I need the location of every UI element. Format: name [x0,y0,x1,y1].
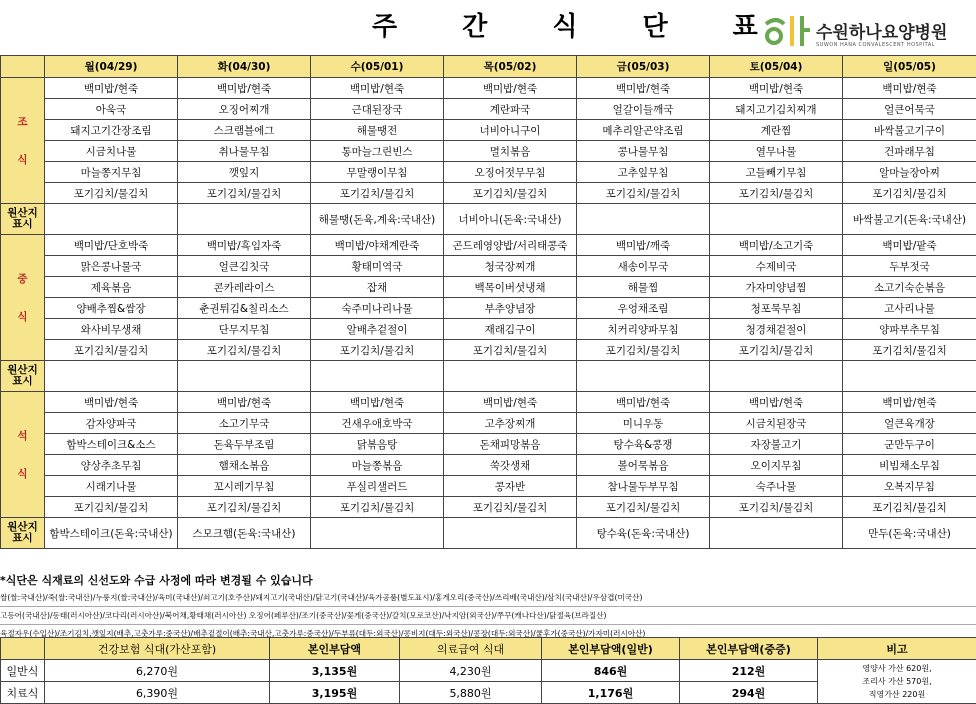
menu-cell: 숙주미나리나물 [311,298,444,319]
origin-cell [577,361,710,392]
day-header: 일(05/05) [843,56,976,78]
cost-header: 본인부담액 [270,638,400,660]
menu-cell: 우엉채조림 [577,298,710,319]
origin-cell [710,518,843,549]
cost-header: 비고 [818,638,976,660]
menu-cell: 시래기나물 [45,476,178,497]
menu-row [1,78,976,99]
menu-cell: 닭볶음탕 [311,434,444,455]
menu-cell: 백미밥/소고기죽 [710,235,843,256]
header [0,0,976,52]
menu-cell: 소고기무국 [178,413,311,434]
menu-cell: 돈채피망볶음 [444,434,577,455]
origin-note-line: 쌀(쌀:국내산)/죽(쌀:국내산)/누룽지(쌀:국내산)/육미(국내산)/쇠고기(호주산)/돼지고기(국내산)/닭고기(국내산)/육가공품(별도표시)/홍게오리(중국산)/쓰리베(국내산)/삼치(국내산)/우삼겹(미국산) [0,589,976,607]
origin-cell: 너비아니(돈육:국내산) [444,204,577,235]
menu-cell: 자장불고기 [710,434,843,455]
menu-cell: 부추양념장 [444,298,577,319]
origin-cell [45,204,178,235]
weekly-menu-table [0,55,976,549]
menu-cell: 맑은콩나물국 [45,256,178,277]
menu-row [1,256,976,277]
menu-cell: 백목이버섯냉채 [444,277,577,298]
hospital-logo-mark-icon [762,12,812,48]
menu-row [1,340,976,361]
menu-row [1,99,976,120]
menu-cell: 단무지무침 [178,319,311,340]
menu-cell: 바싹불고기구이 [843,120,976,141]
menu-cell: 포기김치/물김치 [45,497,178,518]
menu-cell: 백미밥/현죽 [45,78,178,99]
menu-row [1,497,976,518]
origin-label: 원산지 표시 [1,518,45,549]
menu-cell: 계란찜 [710,120,843,141]
menu-cell: 포기김치/물김치 [710,340,843,361]
menu-cell: 콩자반 [444,476,577,497]
menu-cell: 쑥갓생채 [444,455,577,476]
menu-cell: 아욱국 [45,99,178,120]
menu-cell: 백미밥/흑임자죽 [178,235,311,256]
menu-cell: 포기김치/물김치 [577,497,710,518]
menu-cell: 햄채소볶음 [178,455,311,476]
origin-cell [444,518,577,549]
menu-cell: 너비아니구이 [444,120,577,141]
menu-cell: 고사리나물 [843,298,976,319]
menu-cell: 함박스테이크&소스 [45,434,178,455]
origin-row [1,518,976,549]
menu-cell: 포기김치/물김치 [843,183,976,204]
menu-cell: 오징어젓무무침 [444,162,577,183]
menu-cell: 양상추초무침 [45,455,178,476]
menu-row [1,235,976,256]
menu-cell: 볼어묵볶음 [577,455,710,476]
menu-cell: 콘카레라이스 [178,277,311,298]
menu-row [1,162,976,183]
menu-cell: 와사비무생채 [45,319,178,340]
menu-row [1,455,976,476]
menu-cell: 수제비국 [710,256,843,277]
menu-cell: 돈육두부조림 [178,434,311,455]
menu-cell: 시금치된장국 [710,413,843,434]
menu-cell: 포기김치/물김치 [444,340,577,361]
meal-label: 석 식 [1,392,45,518]
menu-cell: 열무나물 [710,141,843,162]
origin-cell [577,204,710,235]
hospital-subtitle: SUWON HANA CONVALESCENT HOSPITAL [816,42,935,48]
menu-cell: 백미밥/현죽 [45,392,178,413]
notice-text: *식단은 식재료의 신선도와 수급 사정에 따라 변경될 수 있습니다 [0,572,313,588]
menu-cell: 백미밥/현죽 [577,392,710,413]
day-header: 토(05/04) [710,56,843,78]
cost-header [1,638,45,660]
cost-cell: 일반식 [1,660,45,682]
origin-cell: 만두(돈육:국내산) [843,518,976,549]
origin-label: 원산지 표시 [1,361,45,392]
menu-cell: 포기김치/물김치 [45,340,178,361]
menu-cell: 돼지고기간장조림 [45,120,178,141]
menu-cell: 감자양파국 [45,413,178,434]
menu-cell: 두부젓국 [843,256,976,277]
menu-cell: 백미밥/현죽 [710,78,843,99]
menu-cell: 꼬시레기무침 [178,476,311,497]
menu-cell: 오이지무침 [710,455,843,476]
menu-cell: 깻잎지 [178,162,311,183]
menu-cell: 돼지고기김치찌개 [710,99,843,120]
menu-cell: 황태미역국 [311,256,444,277]
menu-cell: 새송이무국 [577,256,710,277]
menu-cell: 알배추겉절이 [311,319,444,340]
cost-cell: 4,230원 [400,660,542,682]
menu-cell: 백미밥/현죽 [444,392,577,413]
menu-cell: 포기김치/물김치 [843,340,976,361]
menu-row [1,141,976,162]
menu-row [1,476,976,497]
menu-cell: 포기김치/물김치 [311,340,444,361]
menu-row [1,319,976,340]
cost-cell: 6,270원 [45,660,270,682]
menu-row [1,120,976,141]
cost-cell: 1,176원 [542,682,680,704]
menu-cell: 백미밥/팥죽 [843,235,976,256]
cost-cell: 3,195원 [270,682,400,704]
cost-cell: 212원 [680,660,818,682]
origin-cell [45,361,178,392]
cost-header: 의료급여 식대 [400,638,542,660]
menu-cell: 고들빼기무침 [710,162,843,183]
cost-cell: 846원 [542,660,680,682]
origin-cell [311,361,444,392]
menu-cell: 취나물무침 [178,141,311,162]
menu-cell: 미니우동 [577,413,710,434]
menu-row [1,434,976,455]
menu-cell: 푸실리샐러드 [311,476,444,497]
menu-cell: 잡채 [311,277,444,298]
cost-row [1,660,976,682]
menu-cell: 백미밥/현죽 [577,78,710,99]
origin-cell: 해물땡(돈육,계육:국내산) [311,204,444,235]
origin-note-line: 고등어(국내산)/동태(러시아산)/코다리(러시아산)/북어채,황태채(러시아산) 오징어(페루산)/조기(중국산)/꽃게(중국산)/갈치(모로코산)/낙지암(외국산)/쭈꾸(캐나다산)/닭절육(브라질산) [0,607,976,625]
origin-cell [710,204,843,235]
menu-row [1,413,976,434]
meal-label: 조 식 [1,78,45,204]
origin-cell [710,361,843,392]
hospital-logo [762,12,976,52]
menu-cell: 고추장찌개 [444,413,577,434]
origin-notes [0,589,976,643]
menu-cell: 양파부추무침 [843,319,976,340]
cost-header: 본인부담액(일반) [542,638,680,660]
menu-cell: 오복지무침 [843,476,976,497]
menu-cell: 메추리알곤약조림 [577,120,710,141]
menu-cell: 숙주나물 [710,476,843,497]
menu-cell: 근대된장국 [311,99,444,120]
menu-row [1,392,976,413]
menu-cell: 마늘쫑볶음 [311,455,444,476]
cost-cell: 294원 [680,682,818,704]
menu-cell: 백미밥/단호박죽 [45,235,178,256]
menu-cell: 시금치나물 [45,141,178,162]
menu-cell: 얼큰어묵국 [843,99,976,120]
menu-cell: 곤드레영양밥/서리태콩죽 [444,235,577,256]
cost-cell: 6,390원 [45,682,270,704]
menu-cell: 건파래무침 [843,141,976,162]
origin-cell: 스모크햄(돈육:국내산) [178,518,311,549]
corner-cell [1,56,45,78]
menu-cell: 참나물두부무침 [577,476,710,497]
menu-cell: 백미밥/현죽 [444,78,577,99]
menu-cell: 백미밥/야채계란죽 [311,235,444,256]
menu-cell: 백미밥/현죽 [178,392,311,413]
menu-cell: 멸치볶음 [444,141,577,162]
origin-cell [311,518,444,549]
menu-row [1,183,976,204]
menu-cell: 치커리양파무침 [577,319,710,340]
menu-cell: 백미밥/현죽 [843,392,976,413]
day-header: 목(05/02) [444,56,577,78]
menu-cell: 양배추찜&쌈장 [45,298,178,319]
menu-cell: 가자미양념찜 [710,277,843,298]
menu-cell: 백미밥/깨죽 [577,235,710,256]
menu-cell: 오징어찌개 [178,99,311,120]
menu-row [1,298,976,319]
cost-cell: 3,135원 [270,660,400,682]
menu-cell: 청국장찌개 [444,256,577,277]
menu-cell: 마늘쫑지무침 [45,162,178,183]
menu-cell: 재래김구이 [444,319,577,340]
origin-cell [444,361,577,392]
meal-cost-table [0,637,976,704]
cost-note: 영양사 가산 620원, 조리사 가산 570원, 직영가산 220원 [818,660,976,704]
menu-cell: 백미밥/현죽 [843,78,976,99]
menu-cell: 얼큰육개장 [843,413,976,434]
menu-cell: 청포묵무침 [710,298,843,319]
day-header: 수(05/01) [311,56,444,78]
day-header: 화(04/30) [178,56,311,78]
cost-cell: 5,880원 [400,682,542,704]
menu-cell: 통마늘그린빈스 [311,141,444,162]
menu-cell: 포기김치/물김치 [178,497,311,518]
menu-cell: 백미밥/현죽 [178,78,311,99]
menu-cell: 군만두구이 [843,434,976,455]
menu-cell: 포기김치/물김치 [178,183,311,204]
menu-cell: 백미밥/현죽 [311,392,444,413]
menu-cell: 포기김치/물김치 [444,183,577,204]
day-header-row [1,56,976,78]
origin-cell: 탕수육(돈육:국내산) [577,518,710,549]
origin-cell [843,361,976,392]
menu-cell: 고추잎무침 [577,162,710,183]
cost-header: 본인부담액(중증) [680,638,818,660]
menu-cell: 해물찜 [577,277,710,298]
menu-cell: 포기김치/물김치 [843,497,976,518]
menu-cell: 얼큰김칫국 [178,256,311,277]
menu-cell: 스크램블에그 [178,120,311,141]
menu-cell: 건새우애호박국 [311,413,444,434]
origin-cell [178,204,311,235]
origin-note-line: 육절자우(수입산)/조기김치,깻잎지(배추,고춧가루:중국산)/배추겉절이(배추:국내산,고춧가루:중국산)/두부류(대두:외국산)/콩비지(대두:외국산)/콩장(대두:외국산)/쿨후가(중국산)/가자미(러시아산) [0,625,976,643]
menu-cell: 무말랭이무침 [311,162,444,183]
menu-cell: 청경채겉절이 [710,319,843,340]
menu-cell: 백미밥/현죽 [710,392,843,413]
menu-cell: 포기김치/물김치 [311,183,444,204]
menu-cell: 알마늘장아찌 [843,162,976,183]
meal-label: 중 식 [1,235,45,361]
menu-cell: 비빔채소무침 [843,455,976,476]
page-title: 주 간 식 단 표 [372,6,786,43]
menu-cell: 포기김치/물김치 [444,497,577,518]
origin-cell [178,361,311,392]
menu-cell: 춘권튀김&칠리소스 [178,298,311,319]
origin-cell: 함박스테이크(돈육:국내산) [45,518,178,549]
menu-cell: 계란파국 [444,99,577,120]
origin-label: 원산지 표시 [1,204,45,235]
menu-cell: 포기김치/물김치 [178,340,311,361]
menu-cell: 탕수육&콩쟁 [577,434,710,455]
menu-cell: 백미밥/현죽 [311,78,444,99]
cost-cell: 치료식 [1,682,45,704]
menu-cell: 소고기숙순볶음 [843,277,976,298]
menu-cell: 포기김치/물김치 [710,497,843,518]
menu-cell: 제육볶음 [45,277,178,298]
menu-cell: 포기김치/물김치 [710,183,843,204]
menu-cell: 콩나물무침 [577,141,710,162]
menu-cell: 포기김치/물김치 [311,497,444,518]
menu-cell: 포기김치/물김치 [577,183,710,204]
menu-cell: 해물땡전 [311,120,444,141]
cost-header: 건강보험 식대(가산포함) [45,638,270,660]
menu-cell: 얼갈이들깨국 [577,99,710,120]
day-header: 금(05/03) [577,56,710,78]
cost-header-row [1,638,976,660]
origin-row [1,361,976,392]
day-header: 월(04/29) [45,56,178,78]
origin-row [1,204,976,235]
menu-cell: 포기김치/물김치 [577,340,710,361]
hospital-name: 수원하나요양병원 [816,18,947,43]
menu-row [1,277,976,298]
menu-cell: 포기김치/물김치 [45,183,178,204]
origin-cell: 바싹불고기(돈육:국내산) [843,204,976,235]
